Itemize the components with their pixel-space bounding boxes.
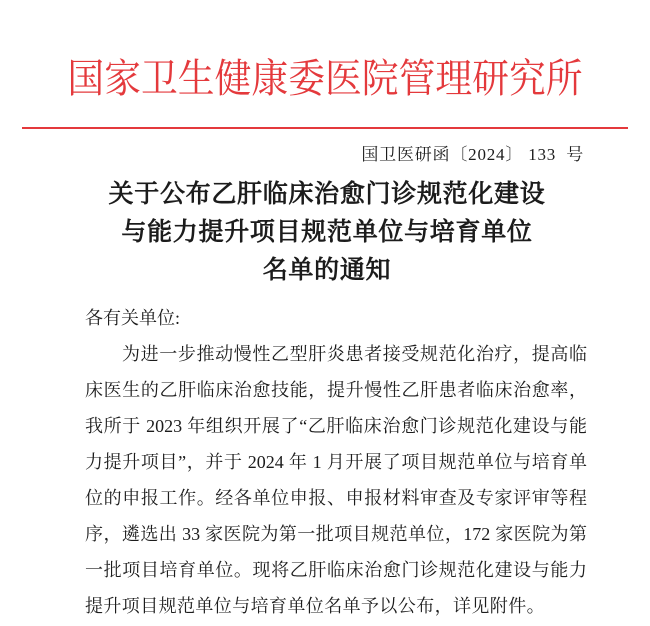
body-line: 序，遴选出 33 家医院为第一批项目规范单位，172 家医院为第 — [85, 524, 587, 544]
body-line: 我所于 2023 年组织开展了“乙肝临床治愈门诊规范化建设与能 — [85, 416, 587, 436]
body-line: 提升项目规范单位与培育单位名单予以公布，详见附件。 — [85, 596, 545, 616]
title-line: 名单的通知 — [262, 257, 392, 284]
doc-title — [4, 176, 650, 290]
body-line: 力提升项目”，并于 2024 年 1 月开展了项目规范单位与培育单 — [85, 452, 587, 472]
body-line: 床医生的乙肝临床治愈技能，提升慢性乙肝患者临床治愈率， — [85, 380, 587, 400]
body-block — [85, 300, 587, 624]
body-paragraph — [85, 336, 587, 624]
title-line: 与能力提升项目规范单位与培育单位 — [121, 219, 533, 246]
body-line: 一批项目培育单位。现将乙肝临床治愈门诊规范化建设与能力 — [85, 560, 587, 580]
header-divider — [22, 127, 628, 129]
body-line: 位的申报工作。经各单位申报、申报材料审查及专家评审等程 — [85, 488, 587, 508]
doc-number: 国卫医研函〔2024〕 133 号 — [361, 145, 584, 164]
salutation: 各有关单位: — [85, 308, 181, 328]
title-line: 关于公布乙肝临床治愈门诊规范化建设 — [108, 181, 546, 208]
org-header: 国家卫生健康委医院管理研究所 — [67, 56, 583, 101]
body-line: 为进一步推动慢性乙型肝炎患者接受规范化治疗，提高临 — [122, 344, 587, 364]
